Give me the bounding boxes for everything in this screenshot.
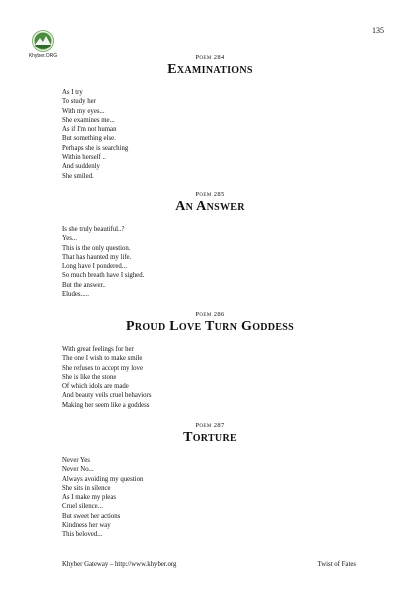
page-footer (62, 561, 356, 568)
poem-lines (62, 88, 420, 181)
poem-line: But sweet her actions (62, 512, 121, 520)
poem-line: But something else. (62, 135, 116, 143)
poem-line: She is like the stone (62, 373, 117, 381)
poem-287 (0, 422, 420, 540)
poem-label: Poem 287 (195, 422, 225, 429)
poem-line: As if I'm not human (62, 126, 117, 134)
poem-label: Poem 284 (195, 54, 225, 61)
poem-title: An Answer (175, 199, 245, 214)
poem-line: She refuses to accept my love (62, 364, 143, 372)
poem-line: So much breath have I sighed. (62, 272, 145, 280)
poem-line: Cruel silence... (62, 503, 103, 511)
poem-line: Making her seem like a goddess (62, 401, 150, 409)
poem-line: With my eyes... (62, 107, 105, 115)
poem-line: And beauty veils cruel behaviors (62, 392, 152, 400)
poem-title: Examinations (167, 62, 253, 77)
poem-line: To study her (62, 98, 96, 106)
poem-line: Perhaps she is searching (62, 144, 129, 152)
poem-line: She sits in silence (62, 484, 111, 492)
poem-line: But the answer.. (62, 281, 106, 289)
footer-source-link[interactable]: Khyber Gateway – http://www.khyber.org (62, 561, 177, 568)
poem-line: Within herself .. (62, 154, 106, 162)
poem-line: With great feelings for her (62, 346, 134, 353)
poem-line: She smiled. (62, 172, 94, 180)
poem-lines (62, 456, 420, 540)
poem-title: Torture (183, 430, 237, 445)
poem-line: Yes... (62, 235, 77, 243)
poem-line: That has haunted my life. (62, 253, 132, 261)
poem-line: Long have I pondered... (62, 263, 127, 271)
poem-line: Kindness her way (62, 522, 111, 530)
poem-label: Poem 285 (195, 191, 225, 198)
poem-line: This is the only question. (62, 244, 131, 252)
poem-line: Never Yes (62, 457, 90, 464)
poem-line: Eludes..... (62, 291, 89, 299)
page-number: 135 (372, 26, 384, 35)
poem-line: As I try (62, 89, 83, 96)
poem-line: And suddenly (62, 163, 100, 171)
footer-book-title: Twist of Fates (317, 561, 356, 568)
poem-line: Of which idols are made (62, 383, 129, 391)
poem-line: This beloved... (62, 531, 103, 539)
poem-lines (62, 225, 420, 299)
poem-line: As I make my pleas (62, 494, 116, 502)
khyber-logo-icon (32, 30, 54, 52)
poem-line: Is she truly beautiful..? (62, 226, 125, 233)
logo-text: Khyber.ORG (28, 53, 58, 59)
poem-286 (0, 311, 420, 410)
poem-title: Proud Love Turn Goddess (125, 319, 295, 334)
poem-line: She examines me... (62, 116, 115, 124)
poem-285 (0, 191, 420, 299)
poem-line: Always avoiding my question (62, 475, 144, 483)
poem-label: Poem 286 (195, 311, 225, 318)
poem-line: Never No... (62, 466, 94, 474)
poem-line: The one I wish to make smile (62, 355, 143, 363)
poem-284 (0, 54, 420, 181)
poem-lines (62, 345, 420, 410)
